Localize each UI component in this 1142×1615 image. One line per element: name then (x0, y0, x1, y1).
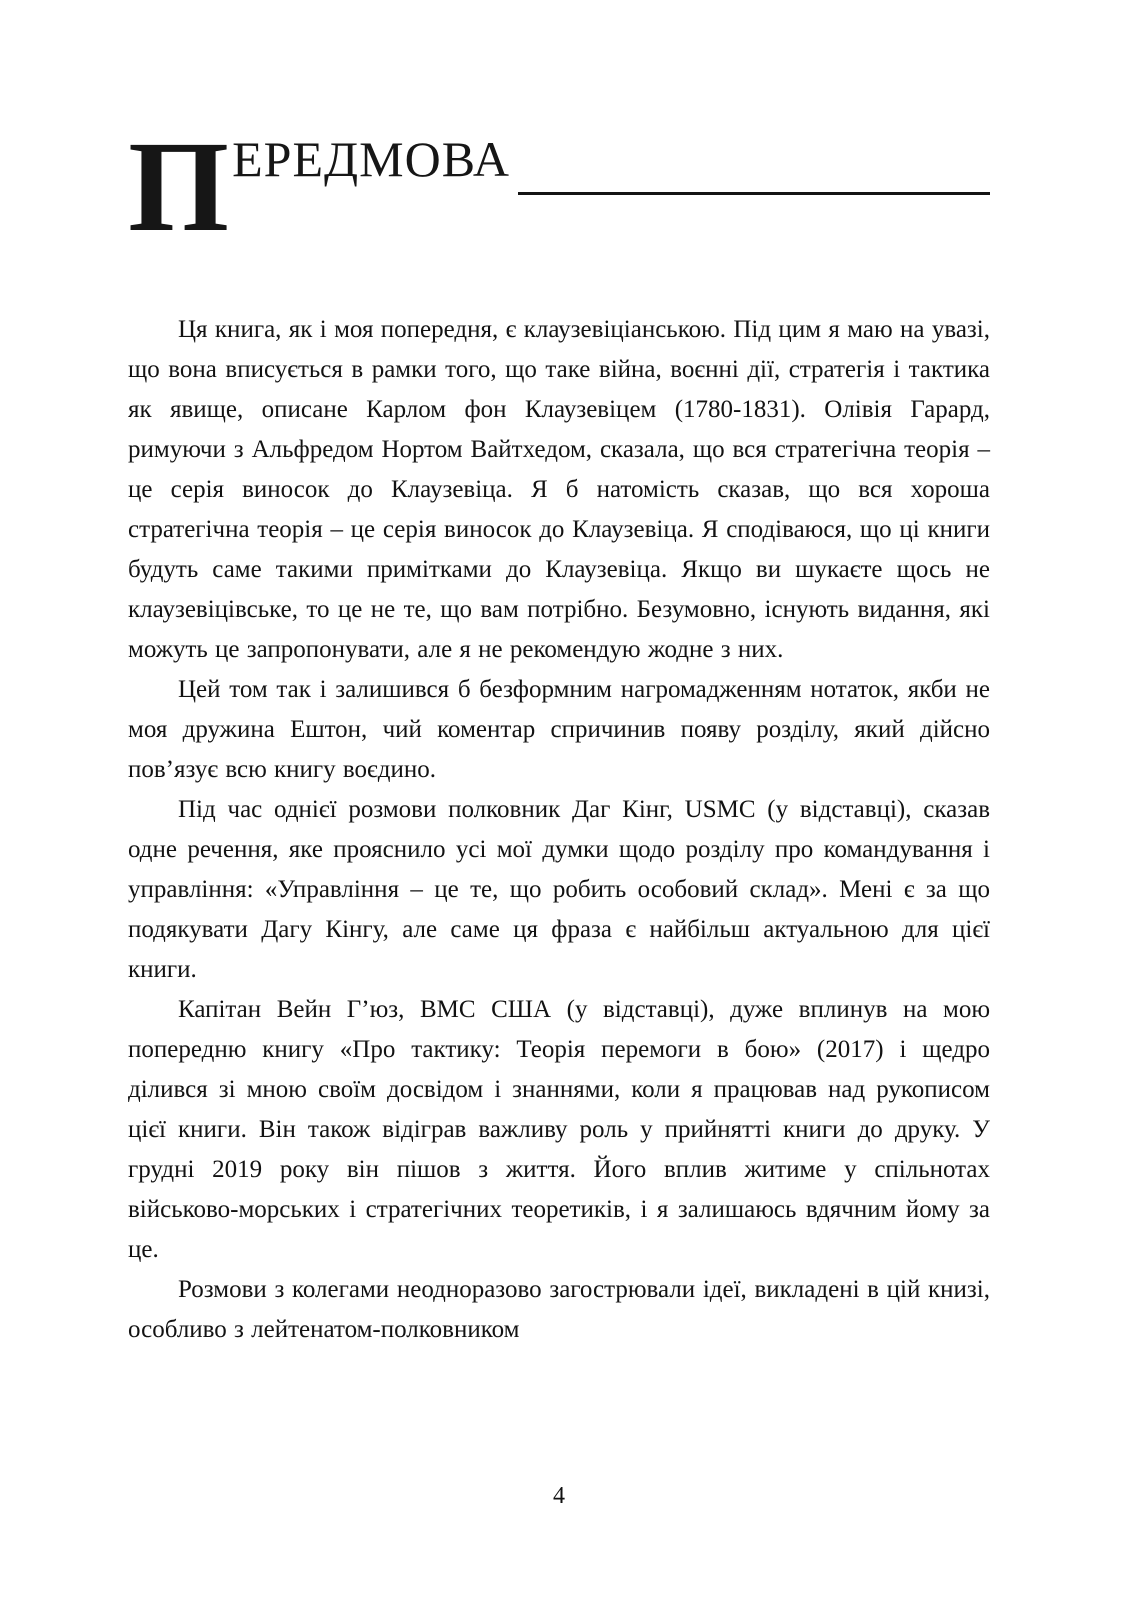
paragraph-5: Розмови з колегами неодноразово загострювали ідеї, викладені в цій книзі, особливо з лейтенатом-полковником (128, 1276, 990, 1343)
paragraph-3: Під час однієї розмови полковник Даг Кінг, USMC (у відставці), сказав одне речення, яке прояснило усі мої думки щодо розділу про командування і управління: «Управління – це те, що робить особовий склад». Мені є за що подякувати Дагу Кінгу, але саме ця фраза є найбільш актуальною для цієї книги. (128, 796, 990, 983)
page-number: 4 (553, 1483, 565, 1509)
paragraph-1: Ця книга, як і моя попередня, є клаузевіціанською. Під цим я маю на увазі, що вона вписується в рамки того, що таке війна, воєнні дії, стратегія і тактика як явище, описане Карлом фон Клаузевіцем (1780-1831). Олівія Гарард, римуючи з Альфредом Нортом Вайтхедом, сказала, що вся стратегічна теорія – це серія виносок до Клаузевіца. Я б натомість сказав, що вся хороша стратегічна теорія – це серія виносок до Клаузевіца. Я сподіваюся, що ці книги будуть саме такими примітками до Клаузевіца. Якщо ви шукаєте щось не клаузевіцівське, то це не те, що вам потрібно. Безумовно, існують видання, які можуть це запропонувати, але я не рекомендую жодне з них. (128, 316, 990, 663)
paragraph-2: Цей том так і залишився б безформним нагромадженням нотаток, якби не моя дружина Ештон, чий коментар спричинив появу розділу, який дійсно пов’язує всю книгу воєдино. (128, 676, 990, 783)
heading-dropcap: П (128, 115, 230, 259)
page-body (128, 310, 990, 1350)
heading-rule (518, 192, 990, 195)
chapter-heading (128, 115, 990, 259)
heading-title: ЕРЕДМОВА (232, 131, 510, 187)
paragraph-4: Капітан Вейн Г’юз, ВМС США (у відставці), дуже вплинув на мою попередню книгу «Про тактику: Теорія перемоги в бою» (2017) і щедро ділився зі мною своїм досвідом і знаннями, коли я працював над рукописом цієї книги. Він також відіграв важливу роль у прийнятті книги до друку. У грудні 2019 року він пішов з життя. Його вплив житиме у спільнотах військово-морських і стратегічних теоретиків, і я залишаюсь вдячним йому за це. (128, 996, 990, 1263)
